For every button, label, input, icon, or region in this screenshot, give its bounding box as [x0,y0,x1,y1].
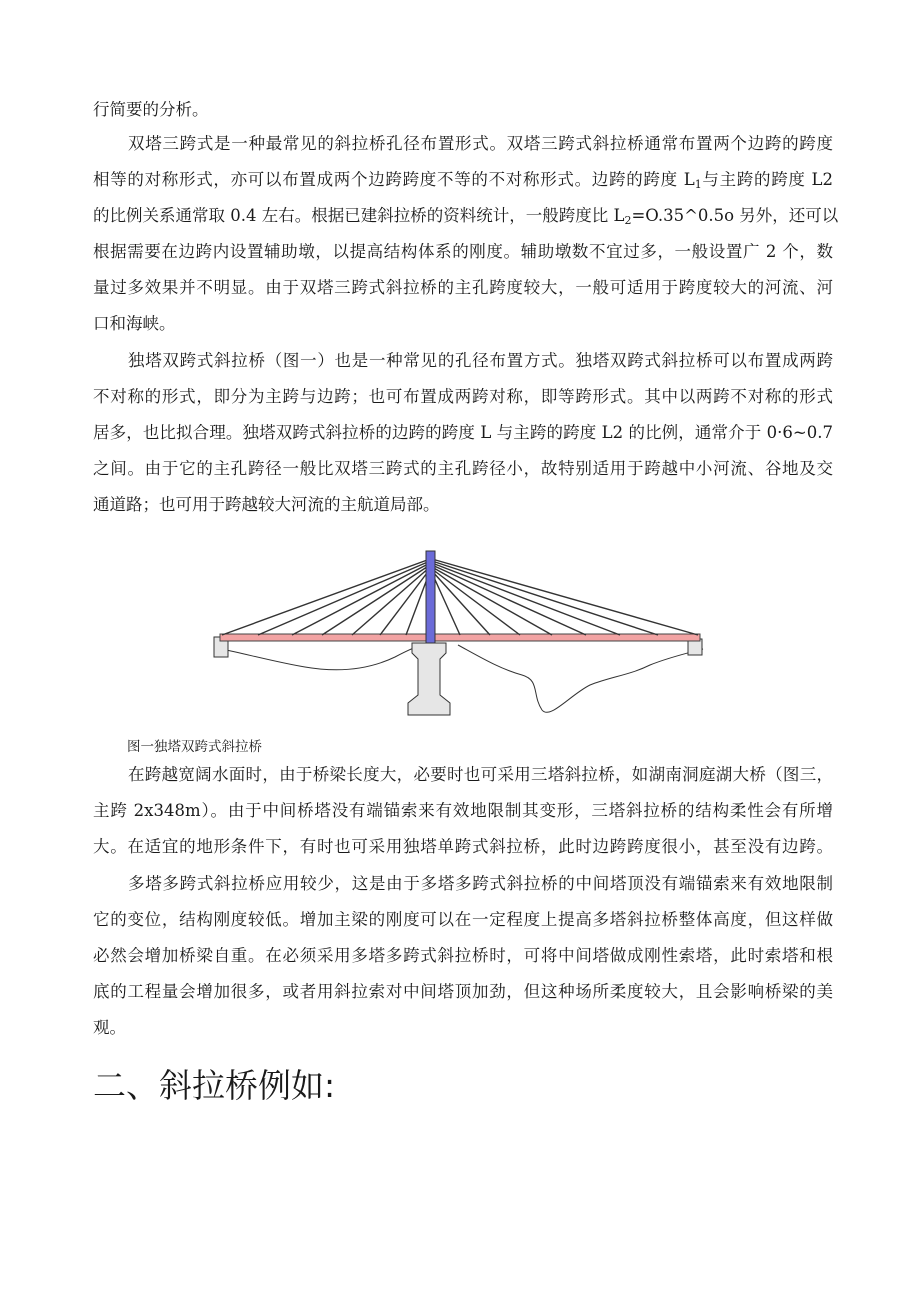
text-line: 双塔三跨式是一种最常见的斜拉桥孔径布置形式。双塔三跨式斜拉桥通常布置两个边跨的跨度 [128,134,833,153]
text-run: 与主跨的跨度 L2 [701,170,834,189]
text-line: 居多，也比拟合理。独塔双跨式斜拉桥的边跨的跨度 L 与主跨的跨度 L2 的比例，通常介于 0·6~0.7 [93,423,833,442]
text-line: 口和海峡。 [93,314,176,333]
text-line: 行简要的分析。 [93,100,209,119]
pier [408,643,450,715]
text-run: 的比例关系通常取 0.4 左右。根据已建斜拉桥的资料统计，一般跨度比 L [93,206,625,225]
cable [432,573,460,635]
text-line: 之间。由于它的主孔跨径一般比双塔三跨式的主孔跨径小，故特别适用于跨越中小河流、谷地及交 [93,459,833,478]
cable [432,567,552,635]
text-line: 不对称的形式，即分为主跨与边跨；也可布置成两跨对称，即等跨形式。其中以两跨不对称的形式 [93,387,833,406]
valley-outline [458,645,703,712]
stay-cables [222,559,698,635]
text-line: 通道路；也可用于跨越较大河流的主航道局部。 [93,495,440,514]
text-line: 它的变位，结构刚度较低。增加主梁的刚度可以在一定程度上提高多塔斜拉桥整体高度，但这样做 [93,910,833,929]
figure-caption: 图一独塔双跨式斜拉桥 [127,739,262,755]
text-line: 主跨 2x348m）。由于中间桥塔没有端锚索来有效地限制其变形，三塔斜拉桥的结构柔性会有所增 [93,801,833,820]
text-line: 底的工程量会增加很多，或者用斜拉索对中间塔顶加劲，但这种场所柔度较大，且会影响桥梁的美 [93,982,833,1001]
text-line: 量过多效果并不明显。由于双塔三跨式斜拉桥的主孔跨度较大，一般可适用于跨度较大的河流、河 [93,278,833,297]
tower [426,551,435,643]
text-line: 大。在适宜的地形条件下，有时也可采用独塔单跨式斜拉桥，此时边跨跨度很小，甚至没有边跨。 [93,837,833,856]
terrain-outline [222,643,428,670]
cable [222,559,430,635]
text-line: 独塔双跨式斜拉桥（图一）也是一种常见的孔径布置方式。独塔双跨式斜拉桥可以布置成两跨 [128,351,833,370]
cable [292,563,430,635]
text-line: 在跨越宽阔水面时，由于桥梁长度大，必要时也可采用三塔斜拉桥，如湖南洞庭湖大桥（图三， [128,765,833,784]
cable [432,571,490,635]
subscript: 2 [624,214,632,227]
text-line: 观。 [93,1018,126,1037]
cable [432,559,698,635]
text-run: 相等的对称形式，亦可以布置成两个边跨跨度不等的不对称形式。边跨的跨度 L [93,170,695,189]
bridge-deck [220,634,700,641]
text-run: =O.35^0.5o 另外，还可以 [631,206,839,225]
text-line: 多塔多跨式斜拉桥应用较少，这是由于多塔多跨式斜拉桥的中间塔顶没有端锚索来有效地限制 [128,874,833,893]
cable [432,563,620,635]
bridge-figure [210,545,715,720]
cable [258,561,430,635]
section-heading: 二、斜拉桥例如: [93,1066,336,1105]
text-line [93,168,833,192]
text-line: 根据需要在边跨内设置辅助墩，以提高结构体系的刚度。辅助墩数不宜过多，一般设置广 2 个，数 [93,242,833,261]
subscript: 1 [694,178,702,191]
text-line [93,204,839,228]
text-line: 必然会增加桥梁自重。在必须采用多塔多跨式斜拉桥时，可将中间塔做成刚性索塔，此时索塔和根 [93,946,833,965]
cable [432,561,658,635]
